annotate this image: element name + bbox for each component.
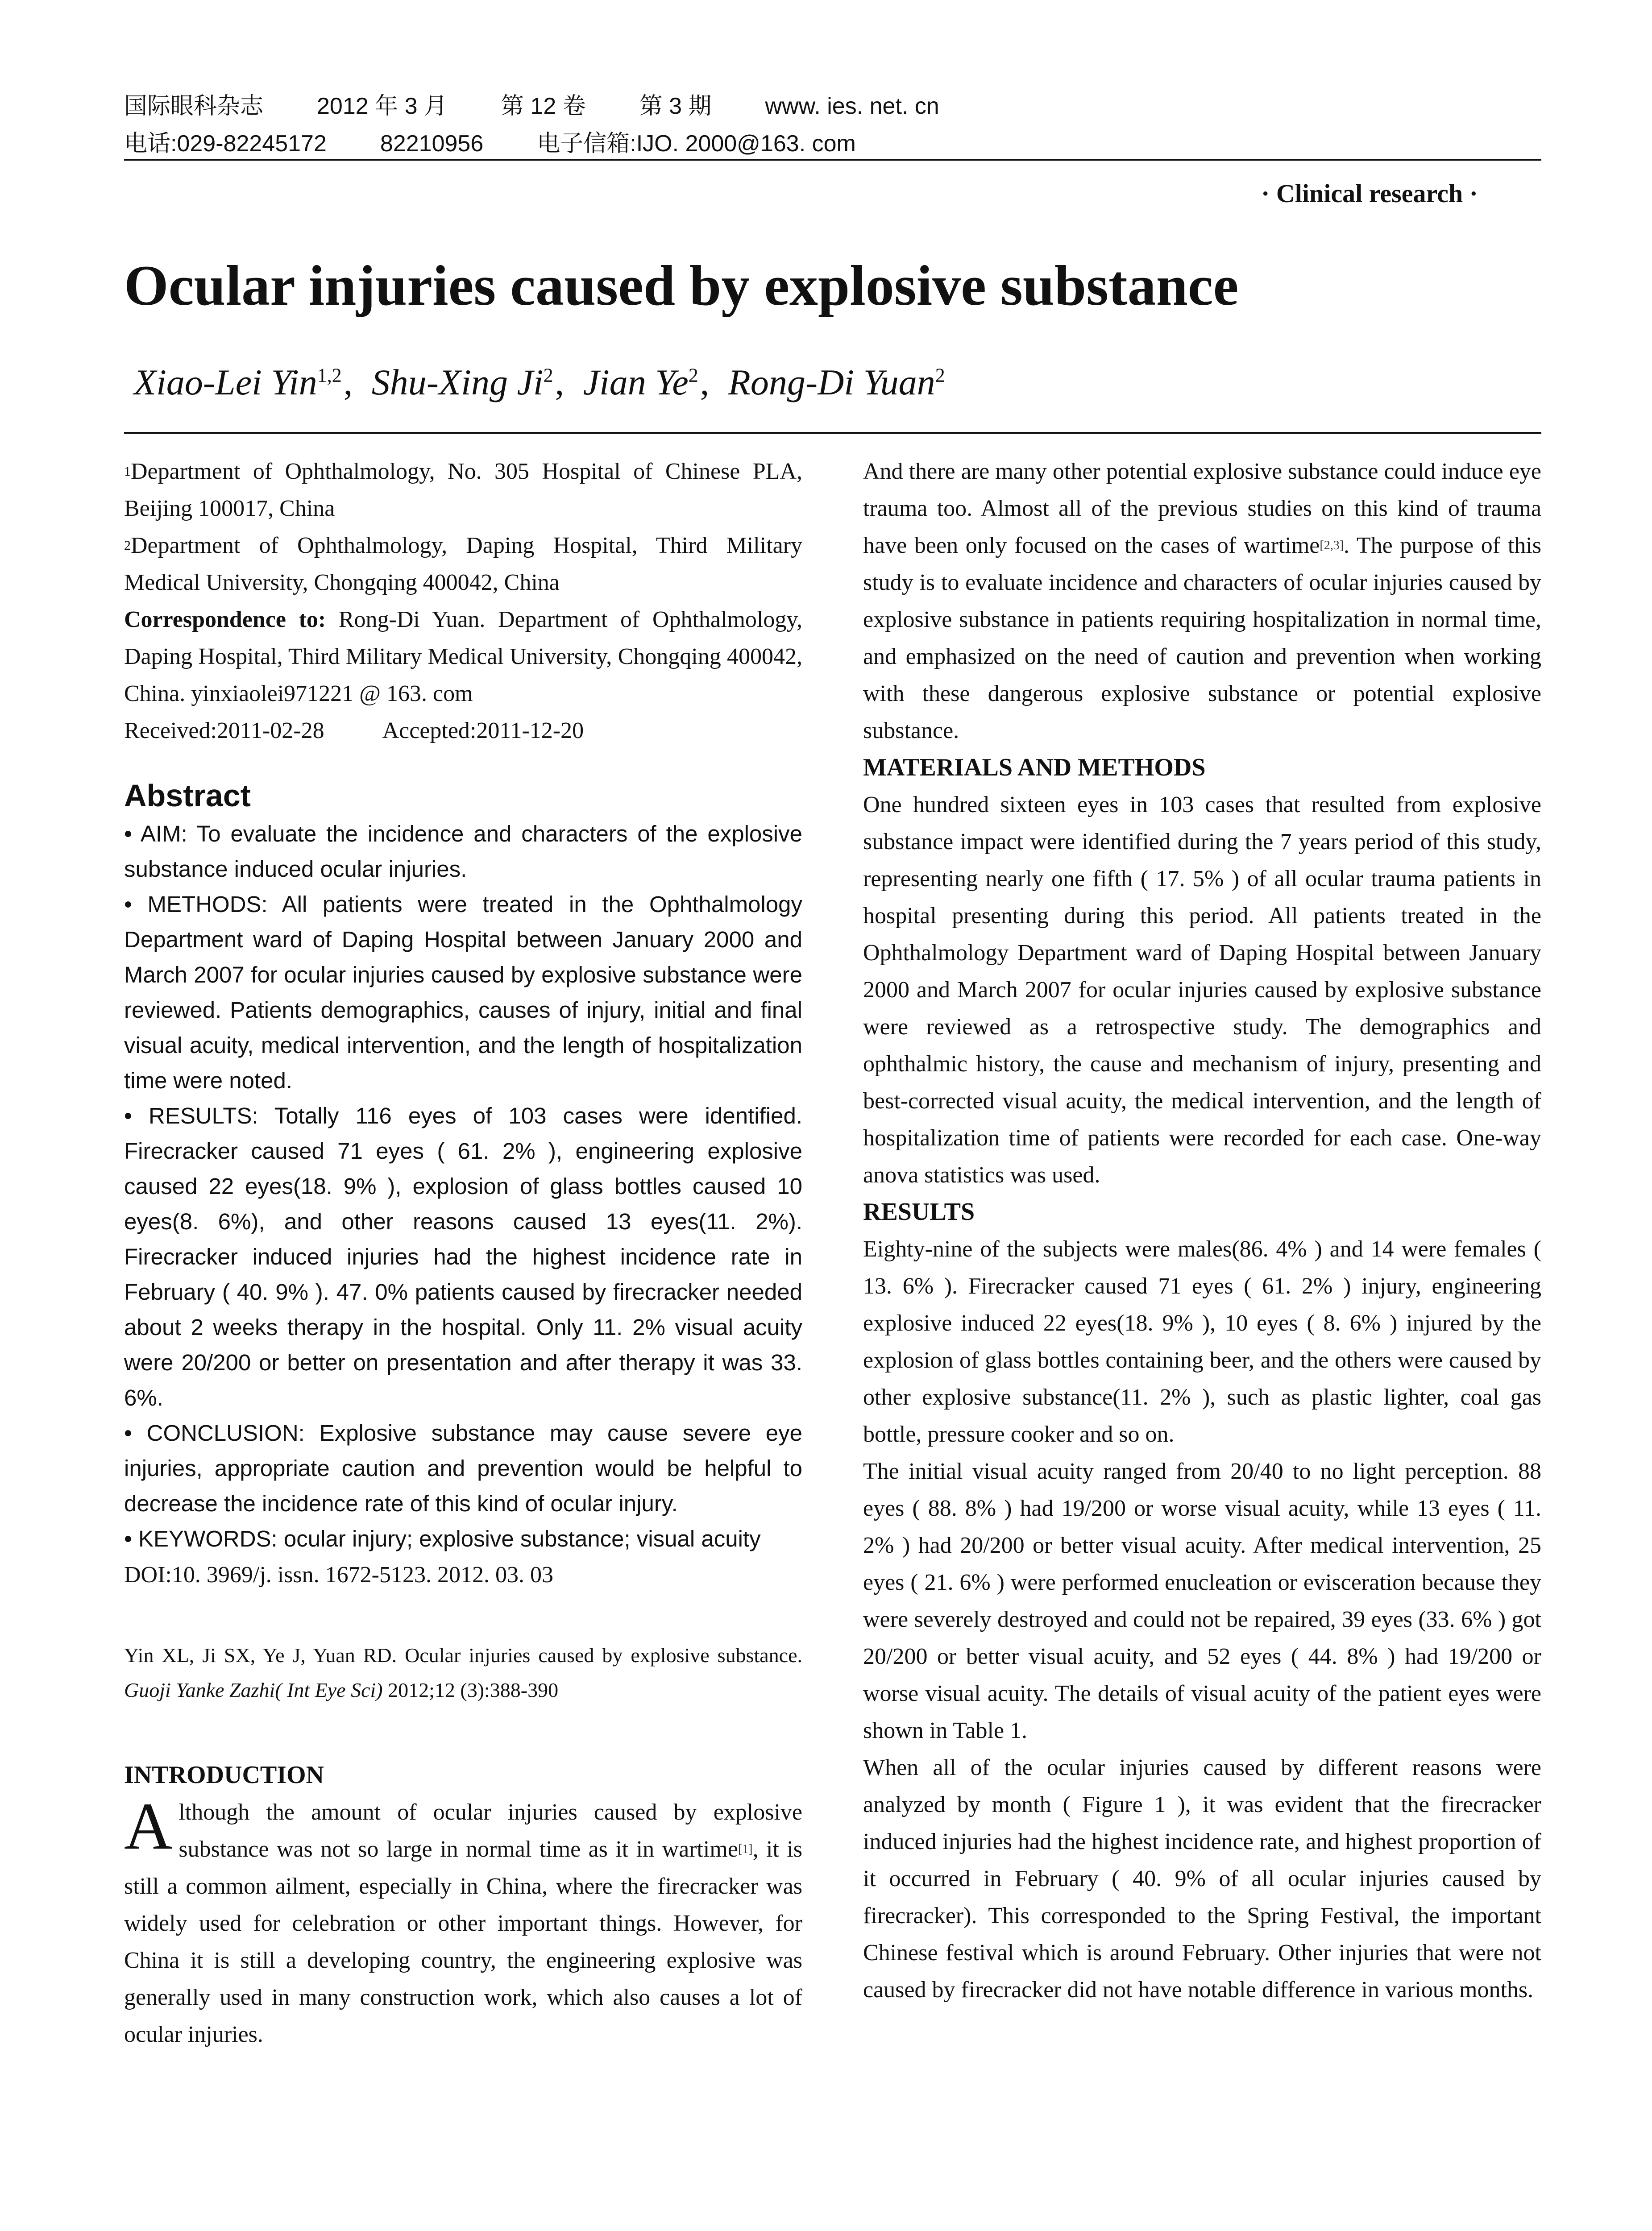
author-affiliation-mark: 2 [543, 364, 553, 386]
author-name: Jian Ye [583, 362, 689, 402]
author-name: Xiao-Lei Yin [134, 362, 317, 402]
article-dates [124, 712, 802, 749]
journal-info-line [124, 87, 1543, 125]
introduction-paragraph-2: And there are many other potential explosive substance could induce eye trauma too. Almost all of the previous studies on this kind of trauma have been only focused on the cases of wartime[2,3]. The purpose of this study is to evaluate incidence and characters of ocular injuries caused by explosive substance in patients requiring hospitalization in normal time, and emphasized on the need of caution and prevention when working with these dangerous explosive substance or potential explosive substance. [863, 459, 1541, 743]
introduction-heading: INTRODUCTION [124, 1761, 324, 1789]
results-paragraph-3: When all of the ocular injuries caused by different reasons were analyzed by month ( Figure 1 ), it was evident that the firecracker induced injuries had the highest incidence rate, and highest proportion of it occurred in February ( 40. 9% of all ocular injuries caused by firecracker). This corresponded to the Spring Festival, the important Chinese festival which is around February. Other injuries that were not caused by firecracker did not have notable difference in various months. [863, 1755, 1541, 2003]
results-paragraph-1: Eighty-nine of the subjects were males(86. 4% ) and 14 were females ( 13. 6% ). Firecracker caused 71 eyes ( 61. 2% ) injury, engineering explosive induced 22 eyes(18. 9% ), 10 eyes ( 8. 6% ) injured by the explosion of glass bottles containing beer, and the others were caused by other explosive substance(11. 2% ), such as plastic lighter, coal gas bottle, pressure cooker and so on. [863, 1236, 1541, 1447]
contact-info-line [124, 125, 1543, 162]
author-list: Xiao-Lei Yin$^{1,2}$, Shu-Xing Ji$^2$, Jian Ye$^2$, Rong-Di Yuan$^2$ [134, 362, 945, 402]
abstract-aim: • AIM: To evaluate the incidence and characters of the explosive substance induced ocular injuries. [124, 821, 802, 882]
received-date: Received:2011-02-28 [124, 718, 324, 743]
section-label: · Clinical research · [1261, 179, 1478, 208]
phone-2: 82210956 [380, 131, 484, 157]
citation: Yin XL, Ji SX, Ye J, Yuan RD. Ocular injuries caused by explosive substance. Guoji Yanke Zazhi( Int Eye Sci) 2012;12 (3):388-390 [124, 1644, 802, 1701]
abstract-conclusion: • CONCLUSION: Explosive substance may cause severe eye injuries, appropriate caution and prevention would be helpful to decrease the incidence rate of this kind of ocular injury. [124, 1420, 802, 1516]
methods-heading: MATERIALS AND METHODS [863, 754, 1206, 781]
author-affiliation-mark: 2 [935, 364, 945, 386]
author-name: Rong-Di Yuan [728, 362, 935, 402]
author-affiliation-mark: 1,2 [317, 364, 342, 386]
accepted-date: Accepted:2011-12-20 [382, 718, 584, 743]
right-column [863, 453, 1541, 2008]
doi: DOI:10. 3969/j. issn. 1672-5123. 2012. 03. 03 [124, 1562, 553, 1588]
correspondence-text: Rong-Di Yuan. Department of Ophthalmology, Daping Hospital, Third Military Medical University, Chongqing 400042, China. yinxiaolei971221 @ 163. com [124, 607, 802, 706]
issue-date: 2012 年 3 月 [317, 93, 447, 119]
methods-paragraph: One hundred sixteen eyes in 103 cases that resulted from explosive substance impact were identified during the 7 years period of this study, representing nearly one fifth ( 17. 5% ) of all ocular trauma patients in hospital presenting during this period. All patients treated in the Ophthalmology Department ward of Daping Hospital between January 2000 and March 2007 for ocular injuries caused by explosive substance were reviewed as a retrospective study. The demographics and ophthalmic history, the cause and mechanism of injury, presenting and best-corrected visual acuity, the medical intervention, and the length of hospitalization time of patients were recorded for each case. One-way anova statistics was used. [863, 792, 1541, 1188]
results-paragraph-2: The initial visual acuity ranged from 20/40 to no light perception. 88 eyes ( 88. 8% ) had 19/200 or worse visual acuity, while 13 eyes ( 11. 2% ) had 20/200 or better visual acuity. After medical intervention, 25 eyes ( 21. 6% ) were performed enucleation or evisceration because they were severely destroyed and could not be repaired, 39 eyes (33. 6% ) got 20/200 or better visual acuity, and 52 eyes ( 44. 8% ) had 19/200 or worse visual acuity. The details of visual acuity of the patient eyes were shown in Table 1. [863, 1459, 1541, 1743]
author-name: Shu-Xing Ji [371, 362, 544, 402]
abstract-heading: Abstract [124, 778, 251, 813]
drop-cap: A [124, 1789, 173, 1863]
volume: 第 12 卷 [500, 93, 586, 119]
affiliation-1: $^1$Department of Ophthalmology, No. 305 Hospital of Chinese PLA, Beijing 100017, China [124, 459, 802, 521]
website-link[interactable]: www. ies. net. cn [765, 93, 939, 119]
author-affiliation-mark: 2 [688, 364, 698, 386]
journal-name: 国际眼科杂志 [124, 93, 264, 119]
title-divider [124, 432, 1541, 434]
article-title: Ocular injuries caused by explosive substance [124, 254, 1239, 317]
reference-mark: [2,3] [1320, 539, 1344, 552]
correspondence [124, 601, 802, 712]
running-header [124, 87, 1543, 162]
phone: 电话:029-82245172 [124, 131, 327, 157]
abstract-keywords: • KEYWORDS: ocular injury; explosive substance; visual acuity [124, 1526, 761, 1551]
results-heading: RESULTS [863, 1198, 975, 1226]
header-divider [124, 159, 1541, 161]
issue: 第 3 期 [639, 93, 712, 119]
email-link[interactable]: 电子信箱:IJO. 2000@163. com [537, 131, 856, 157]
citation-journal: Guoji Yanke Zazhi( Int Eye Sci) [124, 1679, 383, 1701]
left-column [124, 453, 802, 2053]
reference-mark: [1] [738, 1842, 753, 1856]
introduction-paragraph-1: Although the amount of ocular injuries caused by explosive substance was not so large in normal time as it in wartime[1], it is still a common ailment, especially in China, where the firecracker was widely used for celebration or other important things. However, for China it is still a developing country, the engineering explosive was generally used in many construction work, which also causes a lot of ocular injuries. [124, 1789, 803, 2047]
abstract-results: • RESULTS: Totally 116 eyes of 103 cases were identified. Firecracker caused 71 eyes ( 61. 2% ), engineering explosive caused 22 eyes(18. 9% ), explosion of glass bottles caused 10 eyes(8. 6%), and other reasons caused 13 eyes(11. 2%). Firecracker induced injuries had the highest incidence rate in February ( 40. 9% ). 47. 0% patients caused by firecracker needed about 2 weeks therapy in the hospital. Only 11. 2% visual acuity were 20/200 or better on presentation and after therapy it was 33. 6%. [124, 1103, 802, 1410]
abstract-methods: • METHODS: All patients were treated in the Ophthalmology Department ward of Daping Hospital between January 2000 and March 2007 for ocular injuries caused by explosive substance were reviewed. Patients demographics, causes of injury, initial and final visual acuity, medical intervention, and the length of hospitalization time were noted. [124, 892, 802, 1093]
correspondence-label: Correspondence to: [124, 607, 326, 632]
affiliation-2: $^2$Department of Ophthalmology, Daping Hospital, Third Military Medical University, Chongqing 400042, China [124, 533, 802, 595]
